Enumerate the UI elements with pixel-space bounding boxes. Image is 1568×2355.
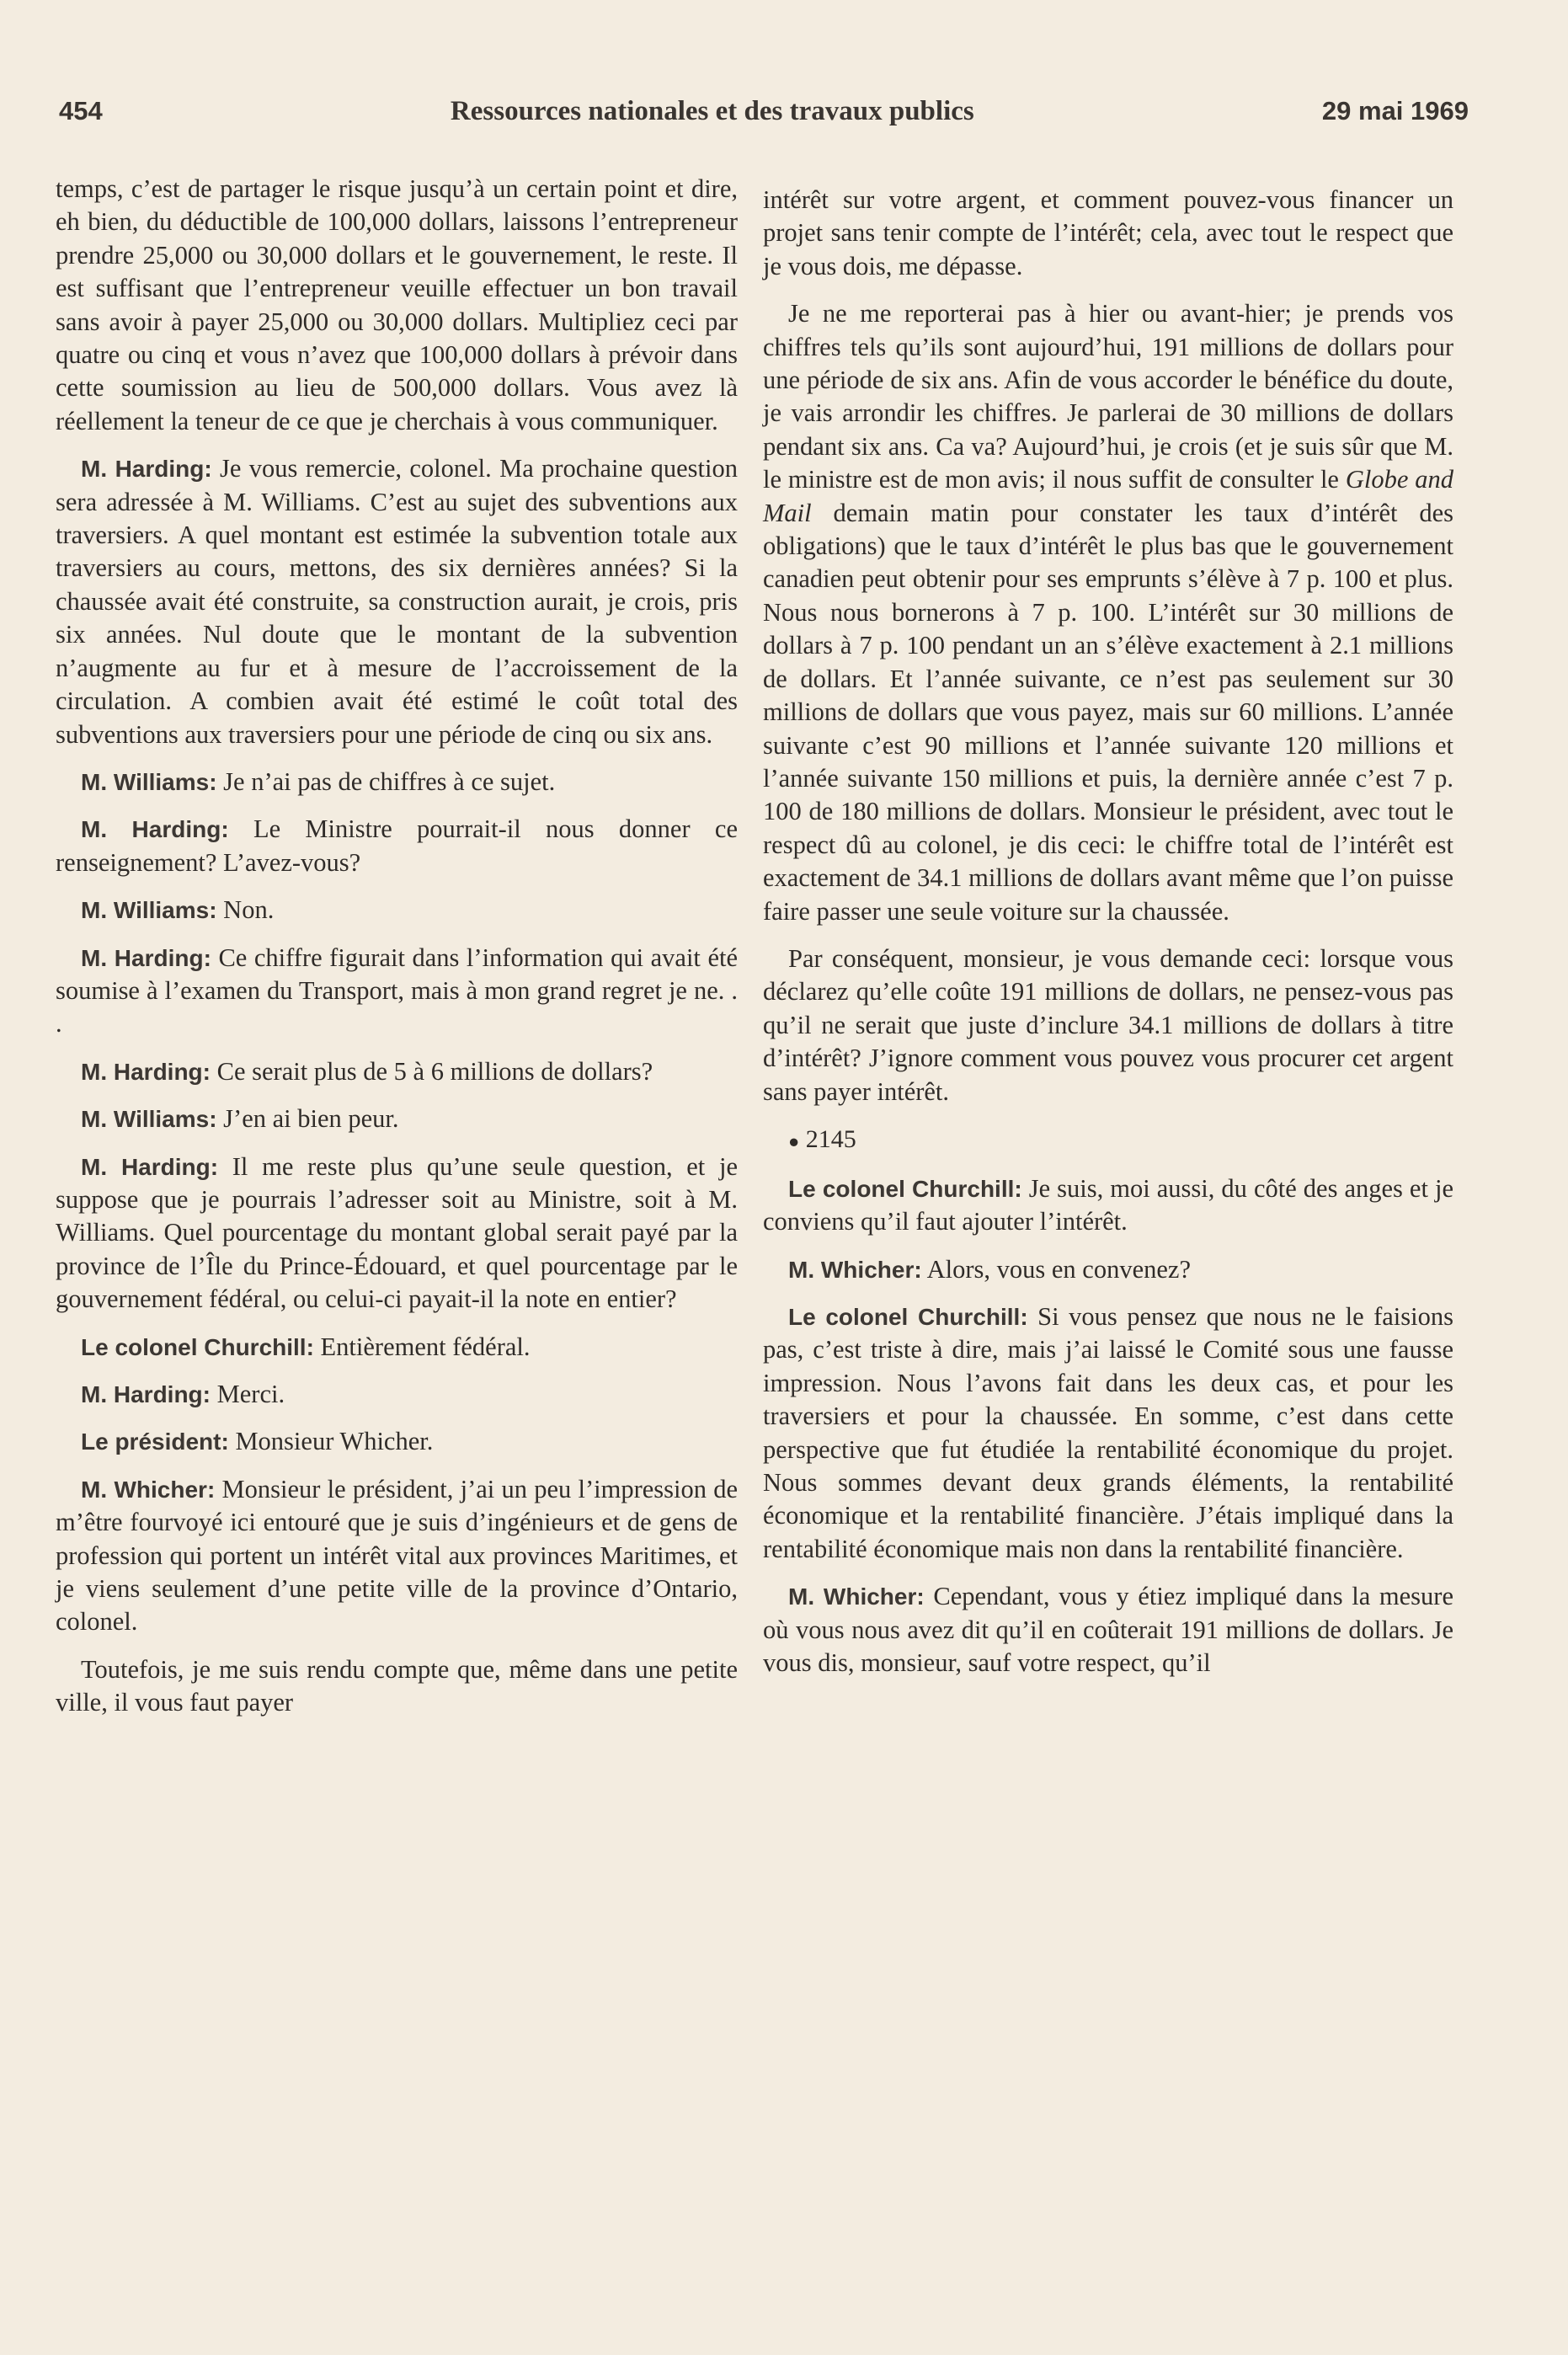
page-header bbox=[59, 96, 1469, 147]
speaker-name: M. Harding: bbox=[81, 944, 211, 971]
paragraph: M. Harding: Le Ministre pourrait-il nous donner ce renseignement? L’avez-vous? bbox=[56, 814, 738, 877]
left-column bbox=[56, 173, 738, 1734]
paragraph: M. Williams: Je n’ai pas de chiffres à ce sujet. bbox=[81, 766, 556, 796]
speaker-name: M. Harding: bbox=[81, 816, 229, 843]
page-title: Ressources nationales et des travaux publics bbox=[450, 96, 974, 126]
speaker-name: M. Williams: bbox=[81, 1106, 217, 1133]
paragraph: M. Whicher: Cependant, vous y étiez impliqué dans la mesure où vous nous avez dit qu’il en coûterait 191 millions de dollars. Je vous dis, monsieur, sauf votre respect, qu’il bbox=[763, 1582, 1453, 1678]
newspaper-title: Globe and Mail bbox=[763, 465, 1453, 527]
page-number: 454 bbox=[59, 96, 103, 125]
speaker-name: M. Whicher: bbox=[81, 1476, 216, 1503]
paragraph: Toutefois, je me suis rendu compte que, même dans une petite ville, il vous faut payer bbox=[56, 1654, 738, 1717]
speaker-name: M. Williams: bbox=[81, 768, 217, 795]
page-date: 29 mai 1969 bbox=[1321, 96, 1469, 125]
speaker-name: Le colonel Churchill: bbox=[788, 1304, 1028, 1330]
paragraph: M. Harding: Il me reste plus qu’une seule question, et je suppose que je pourrais l’adresser soit au Ministre, soit à M. Williams. Quel pourcentage du montant global serait payé par la province de l’Île du Prince-Édouard, et quel pourcentage par le gouvernement fédéral, ou celui-ci payait-il la note en entier? bbox=[56, 1151, 738, 1314]
paragraph: intérêt sur votre argent, et comment pouvez-vous financer un projet sans tenir compte de l’intérêt; cela, avec tout le respect que je vous dois, me dépasse. bbox=[763, 185, 1453, 280]
speaker-name: Le président: bbox=[81, 1428, 229, 1455]
speaker-name: M. Williams: bbox=[81, 897, 217, 924]
speaker-name: M. Harding: bbox=[81, 456, 212, 483]
paragraph: Le président: Monsieur Whicher. bbox=[81, 1427, 434, 1456]
paragraph: M. Harding: Ce chiffre figurait dans l’information qui avait été soumise à l’examen du Transport, mais à mon grand regret je ne. . . bbox=[56, 943, 738, 1039]
speaker-name: Le colonel Churchill: bbox=[788, 1175, 1022, 1202]
paragraph: M. Whicher: Alors, vous en convenez? bbox=[788, 1254, 1191, 1284]
speaker-name: M. Harding: bbox=[81, 1058, 211, 1085]
paragraph: M. Harding: Ce serait plus de 5 à 6 millions de dollars? bbox=[81, 1056, 653, 1086]
speaker-name: M. Whicher: bbox=[788, 1583, 925, 1610]
bullet-icon: ● bbox=[788, 1130, 800, 1152]
paragraph: M. Harding: Merci. bbox=[81, 1380, 285, 1408]
right-column bbox=[763, 184, 1453, 1694]
paragraph: M. Harding: Je vous remercie, colonel. Ma prochaine question sera adressée à M. Williams. C’est au sujet des subventions aux traversiers. A quel montant est estimée la subvention totale aux traversiers au cours, mettons, des six dernières années? Si la chaussée avait été construite, sa construction aurait, je crois, pris six années. Nul doute que le montant de la subvention n’augmente au fur et à mesure de l’accroissement de la circulation. A combien avait été estimé le coût total des subventions aux traversiers pour une période de cinq ou six ans. bbox=[56, 454, 739, 749]
speaker-name: M. Harding: bbox=[81, 1153, 219, 1180]
speaker-name: M. Harding: bbox=[81, 1381, 211, 1407]
paragraph: Je ne me reporterai pas à hier ou avant-hier; je prends vos chiffres tels qu’ils sont aujourd’hui, 191 millions de dollars pour une période de six ans. Afin de vous accorder le bénéfice du doute, je vais arrondir les chiffres. Je parlerai de 30 millions de dollars pendant six ans. Ca va? Aujourd’hui, je crois (et je suis sûr que M. le ministre est de mon avis; il nous suffit de consulter le Globe and Mail demain matin pour constater les taux d’intérêt des obligations) que le taux d’intérêt le plus bas que le gouvernement canadien peut obtenir pour ses emprunts s’élève à 7 p. 100 et plus. Nous nous bornerons à 7 p. 100. L’intérêt sur 30 millions de dollars à 7 p. 100 pendant un an s’élève exactement à 2.1 millions de dollars. Et l’année suivante, ce n’est pas seulement sur 30 millions de dollars que vous payez, mais sur 60 millions. L’année suivante c’est 90 millions et l’année suivante 120 millions et l’année suivante 150 millions et puis, la dernière année c’est 7 p. 100 de 180 millions de dollars. Monsieur le président, avec tout le respect dû au colonel, je dis ceci: le chiffre total de l’intérêt est exactement de 34.1 millions de dollars avant même que l’on puisse faire passer une seule voiture sur la chaussée. bbox=[763, 299, 1453, 926]
speaker-name: M. Whicher: bbox=[788, 1256, 922, 1283]
paragraph: Le colonel Churchill: Si vous pensez que nous ne le faisions pas, c’est triste à dire, mais j’ai laissé le Comité sous une fausse impression. Nous l’avons fait dans les deux cas, et pour les traversiers et pour la chaussée. En somme, c’est dans cette perspective que fut étudiée la rentabilité économique du projet. Nous sommes devant deux grands éléments, la rentabilité économique et la rentabilité financière. J’étais impliqué dans la rentabilité économique mais non dans la rentabilité financière. bbox=[763, 1302, 1453, 1563]
paragraph: temps, c’est de partager le risque jusqu’à un certain point et dire, eh bien, du déductible de 100,000 dollars, laissons l’entrepreneur prendre 25,000 ou 30,000 dollars et le gouvernement, le reste. Il est suffisant que l’entrepreneur veuille effectuer un bon travail sans avoir à payer 25,000 ou 30,000 dollars. Multipliez ceci par quatre ou cinq et vous n’avez que 100,000 dollars à prévoir dans cette soumission au lieu de 500,000 dollars. Vous avez là réellement la teneur de ce que je cherchais à vous communiquer. bbox=[56, 174, 738, 435]
paragraph: Par conséquent, monsieur, je vous demande ceci: lorsque vous déclarez qu’elle coûte 191 millions de dollars, ne pensez-vous pas qu’il ne serait que juste d’inclure 34.1 millions de dollars à titre d’intérêt? J’ignore comment vous pouvez vous procurer cet argent sans payer intérêt. bbox=[763, 943, 1453, 1106]
time-marker: ● 2145 bbox=[788, 1124, 856, 1153]
paragraph: M. Whicher: Monsieur le président, j’ai un peu l’impression de m’être fourvoyé ici entouré que je suis d’ingénieurs et de gens de profession qui portent un intérêt vital aux provinces Maritimes, et je viens seulement d’une petite ville de la province d’Ontario, colonel. bbox=[56, 1474, 739, 1637]
paragraph: M. Williams: J’en ai bien peur. bbox=[81, 1104, 399, 1134]
speaker-name: Le colonel Churchill: bbox=[81, 1333, 314, 1360]
paragraph: M. Williams: Non. bbox=[81, 895, 275, 925]
paragraph: Le colonel Churchill: Je suis, moi aussi, du côté des anges et je conviens qu’il faut ajouter l’intérêt. bbox=[763, 1173, 1453, 1236]
paragraph: Le colonel Churchill: Entièrement fédéral. bbox=[81, 1332, 531, 1361]
